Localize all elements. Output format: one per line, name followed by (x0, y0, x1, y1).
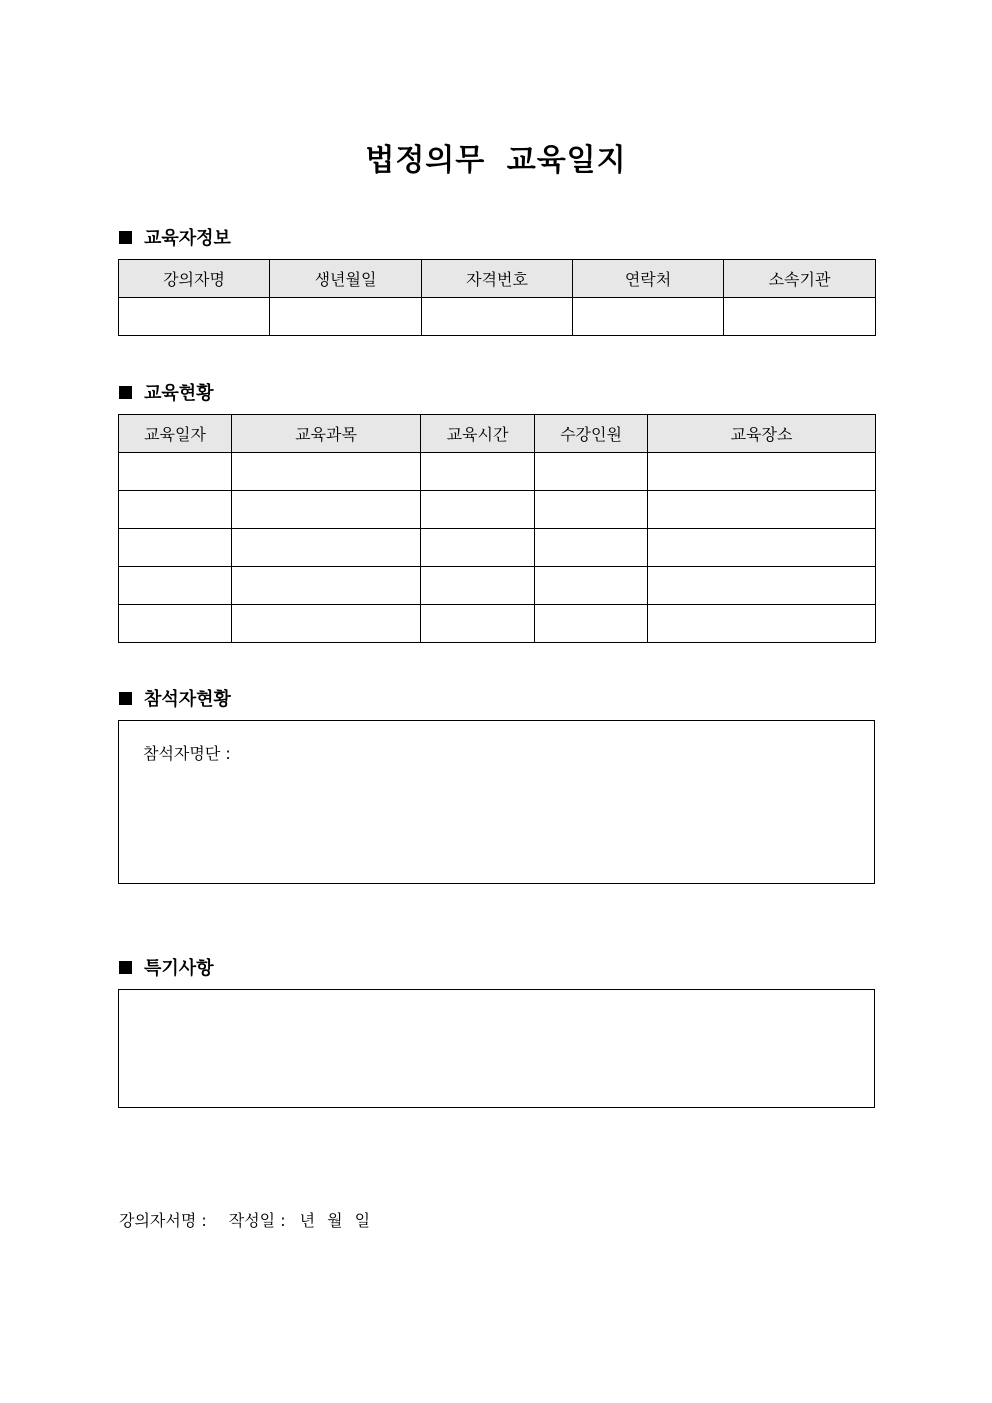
cell-attendee-count[interactable] (535, 453, 648, 491)
black-square-icon (119, 961, 132, 974)
month-label: 월 (327, 1211, 343, 1230)
table-row (119, 567, 876, 605)
day-label: 일 (354, 1211, 371, 1230)
attendee-list-label: 참석자명단 : (143, 744, 231, 763)
table-row (119, 605, 876, 643)
cell-education-subject[interactable] (232, 453, 421, 491)
cell-education-subject[interactable] (232, 605, 421, 643)
table-row (119, 453, 876, 491)
table-header-row (119, 260, 876, 298)
cell-education-subject[interactable] (232, 491, 421, 529)
section-heading-education-status (119, 379, 214, 405)
header-license-number: 자격번호 (422, 260, 573, 298)
cell-education-date[interactable] (119, 567, 232, 605)
cell-attendee-count[interactable] (535, 491, 648, 529)
cell-education-hours[interactable] (421, 567, 535, 605)
cell-contact[interactable] (573, 298, 724, 336)
cell-education-date[interactable] (119, 491, 232, 529)
cell-education-date[interactable] (119, 605, 232, 643)
header-education-date: 교육일자 (119, 415, 232, 453)
section-title: 참석자현황 (144, 689, 231, 710)
date-label: 작성일 : (228, 1211, 286, 1230)
cell-education-location[interactable] (648, 453, 876, 491)
cell-lecturer-name[interactable] (119, 298, 270, 336)
year-label: 년 (299, 1211, 316, 1230)
black-square-icon (119, 692, 132, 705)
cell-education-location[interactable] (648, 529, 876, 567)
remarks-box[interactable] (118, 989, 875, 1108)
header-birth-date: 생년월일 (270, 260, 422, 298)
cell-education-subject[interactable] (232, 529, 421, 567)
black-square-icon (119, 231, 132, 244)
cell-attendee-count[interactable] (535, 567, 648, 605)
cell-education-hours[interactable] (421, 453, 535, 491)
cell-attendee-count[interactable] (535, 529, 648, 567)
section-heading-educator-info (119, 224, 231, 250)
cell-education-hours[interactable] (421, 529, 535, 567)
header-contact: 연락처 (573, 260, 724, 298)
header-attendee-count: 수강인원 (535, 415, 648, 453)
cell-education-hours[interactable] (421, 605, 535, 643)
educator-info-table (118, 259, 876, 336)
cell-attendee-count[interactable] (535, 605, 648, 643)
header-education-hours: 교육시간 (421, 415, 535, 453)
attendee-list-box[interactable] (118, 720, 875, 884)
cell-organization[interactable] (724, 298, 876, 336)
header-education-location: 교육장소 (648, 415, 876, 453)
cell-education-date[interactable] (119, 453, 232, 491)
cell-birth-date[interactable] (270, 298, 422, 336)
signature-footer (119, 1208, 370, 1231)
table-header-row (119, 415, 876, 453)
cell-education-hours[interactable] (421, 491, 535, 529)
cell-license-number[interactable] (422, 298, 573, 336)
cell-education-location[interactable] (648, 491, 876, 529)
table-row (119, 298, 876, 336)
cell-education-location[interactable] (648, 567, 876, 605)
page-title: 법정의무 교육일지 (365, 143, 627, 178)
header-lecturer-name: 강의자명 (119, 260, 270, 298)
education-status-table (118, 414, 876, 643)
cell-education-date[interactable] (119, 529, 232, 567)
signature-label: 강의자서명 : (119, 1211, 207, 1230)
section-title: 교육현황 (144, 383, 214, 404)
black-square-icon (119, 386, 132, 399)
table-row (119, 529, 876, 567)
section-title: 교육자정보 (144, 228, 231, 249)
cell-education-location[interactable] (648, 605, 876, 643)
section-title: 특기사항 (144, 958, 214, 979)
section-heading-attendee-status (119, 685, 231, 711)
table-row (119, 491, 876, 529)
header-education-subject: 교육과목 (232, 415, 421, 453)
section-heading-remarks (119, 954, 214, 980)
cell-education-subject[interactable] (232, 567, 421, 605)
header-organization: 소속기관 (724, 260, 876, 298)
